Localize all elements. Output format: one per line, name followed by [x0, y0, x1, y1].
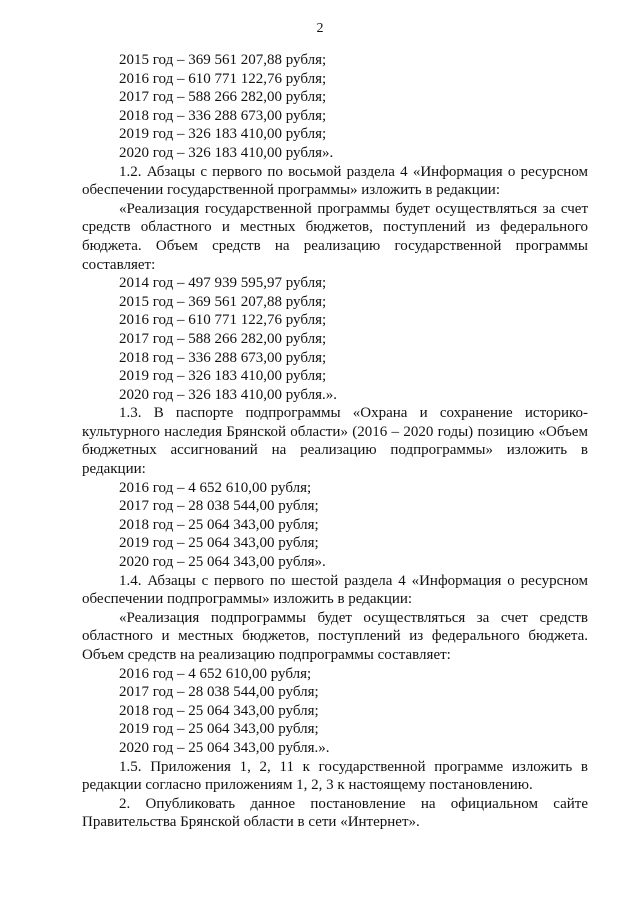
list-item: 2019 год – 25 064 343,00 рубля; — [119, 721, 319, 738]
funding-list-subprogram-passport — [82, 479, 588, 572]
list-item: 2020 год – 25 064 343,00 рубля». — [119, 554, 326, 571]
document-body — [82, 51, 588, 832]
list-item: 2016 год – 4 652 610,00 рубля; — [119, 665, 312, 682]
list-item: 2015 год – 369 561 207,88 рубля; — [119, 293, 327, 310]
list-item: 2017 год – 588 266 282,00 рубля; — [119, 330, 327, 347]
list-item: 2017 год – 28 038 544,00 рубля; — [119, 684, 319, 701]
paragraph-1-3: 1.3. В паспорте подпрограммы «Охрана и сохранение историко-культурного наследия Брянской области» (2016 – 2020 годы) позицию «Объем бюджетных ассигнований на реализацию подпрограммы» изложить в редакции: — [82, 405, 588, 478]
list-item: 2018 год – 25 064 343,00 рубля; — [119, 702, 319, 719]
list-item: 2019 год – 326 183 410,00 рубля; — [119, 126, 327, 143]
list-item: 2016 год – 610 771 122,76 рубля; — [119, 70, 327, 87]
list-item: 2019 год – 326 183 410,00 рубля; — [119, 368, 327, 385]
list-item: 2017 год – 588 266 282,00 рубля; — [119, 89, 327, 106]
list-item: 2020 год – 326 183 410,00 рубля.». — [119, 386, 337, 403]
list-item: 2016 год – 610 771 122,76 рубля; — [119, 312, 327, 329]
list-item: 2015 год – 369 561 207,88 рубля; — [119, 52, 327, 68]
list-item: 2018 год – 336 288 673,00 рубля; — [119, 349, 327, 366]
funding-list-end — [82, 51, 588, 163]
list-item: 2017 год – 28 038 544,00 рубля; — [119, 498, 319, 515]
list-item: 2014 год – 497 939 595,97 рубля; — [119, 275, 327, 292]
list-item: 2018 год – 336 288 673,00 рубля; — [119, 107, 327, 124]
quote-1-2: «Реализация государственной программы будет осуществляться за счет средств областного и местных бюджетов, поступлений из федерального бюджета. Объем средств на реализацию государственной программы составляет: — [82, 200, 588, 273]
page-number: 2 — [316, 21, 324, 36]
funding-list-subprogram — [82, 665, 588, 758]
list-item: 2016 год – 4 652 610,00 рубля; — [119, 479, 312, 496]
paragraph-1-5: 1.5. Приложения 1, 2, 11 к государственной программе изложить в редакции согласно приложениям 1, 2, 3 к настоящему постановлению. — [82, 758, 588, 794]
list-item: 2018 год – 25 064 343,00 рубля; — [119, 516, 319, 533]
paragraph-1-4: 1.4. Абзацы с первого по шестой раздела 4 «Информация о ресурсном обеспечении подпрограммы» изложить в редакции: — [82, 572, 588, 608]
funding-list-program — [82, 274, 588, 404]
quote-1-4: «Реализация подпрограммы будет осуществляться за счет средств областного и местных бюджетов, поступлений из федерального бюджета. Объем средств на реализацию подпрограммы составляет: — [82, 609, 588, 663]
list-item: 2019 год – 25 064 343,00 рубля; — [119, 535, 319, 552]
list-item: 2020 год – 326 183 410,00 рубля». — [119, 144, 334, 161]
paragraph-1-2: 1.2. Абзацы с первого по восьмой раздела 4 «Информация о ресурсном обеспечении государственной программы» изложить в редакции: — [82, 163, 588, 199]
paragraph-2: 2. Опубликовать данное постановление на официальном сайте Правительства Брянской области в сети «Интернет». — [82, 795, 588, 831]
list-item: 2020 год – 25 064 343,00 рубля.». — [119, 739, 330, 756]
